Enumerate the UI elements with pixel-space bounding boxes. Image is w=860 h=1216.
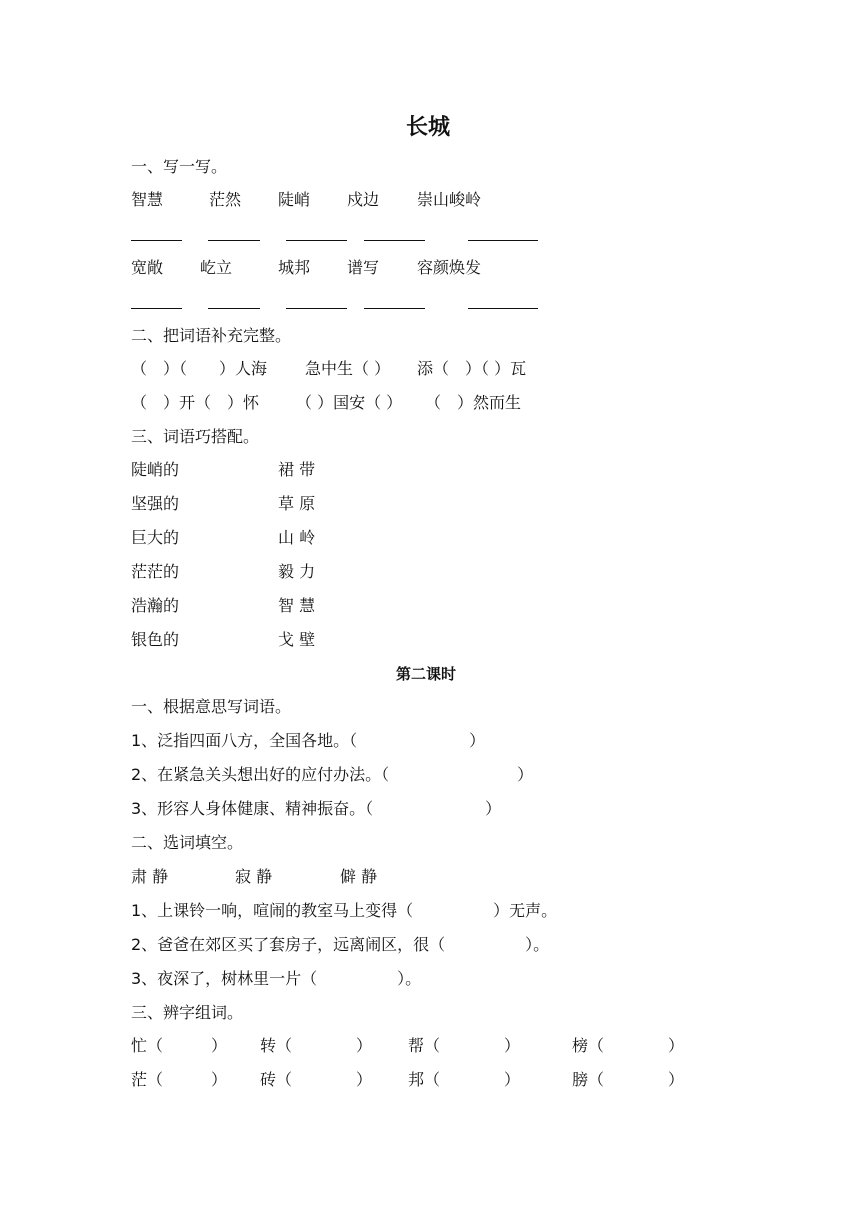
word-item: 城邦 (278, 258, 311, 277)
match-left-item[interactable]: 浩瀚的 (131, 596, 180, 615)
char-item[interactable]: 膀（ ） (572, 1070, 685, 1089)
word-option: 寂 静 (235, 867, 273, 886)
char-item[interactable]: 砖（ ） (260, 1070, 373, 1089)
question-item[interactable]: 3、形容人身体健康、精神振奋。（ ） (131, 799, 502, 818)
char-item[interactable]: 帮（ ） (408, 1036, 521, 1055)
char-item[interactable]: 茫（ ） (131, 1070, 228, 1089)
word-item: 容颜焕发 (417, 258, 482, 277)
word-item: 崇山峻岭 (417, 190, 482, 209)
match-right-item[interactable]: 裙 带 (278, 460, 316, 479)
answer-line[interactable] (468, 240, 538, 241)
question-item[interactable]: 1、上课铃一响，喧闹的教室马上变得（ ）无声。 (131, 901, 558, 920)
word-item: 茫然 (209, 190, 242, 209)
answer-line[interactable] (364, 240, 425, 241)
word-item: 陡峭 (278, 190, 311, 209)
section-heading: 二、把词语补充完整。 (131, 326, 292, 345)
answer-line[interactable] (131, 240, 182, 241)
word-item: 谱写 (347, 258, 380, 277)
match-left-item[interactable]: 巨大的 (131, 528, 180, 547)
fill-item[interactable]: 添（ ）（ ）瓦 (417, 359, 527, 378)
section-heading: 二、选词填空。 (131, 833, 244, 852)
answer-line[interactable] (468, 308, 538, 309)
page-title: 长城 (406, 115, 451, 140)
match-right-item[interactable]: 山 岭 (278, 528, 316, 547)
char-item[interactable]: 转（ ） (260, 1036, 373, 1055)
match-left-item[interactable]: 银色的 (131, 630, 180, 649)
word-item: 宽敞 (131, 258, 164, 277)
word-option: 肃 静 (131, 867, 169, 886)
match-left-item[interactable]: 陡峭的 (131, 460, 180, 479)
answer-line[interactable] (208, 308, 260, 309)
answer-line[interactable] (286, 308, 347, 309)
question-item[interactable]: 2、爸爸在郊区买了套房子，远离闹区，很（ ）。 (131, 935, 550, 954)
char-item[interactable]: 邦（ ） (408, 1070, 521, 1089)
match-right-item[interactable]: 戈 壁 (278, 630, 316, 649)
fill-item[interactable]: 急中生（ ） (305, 359, 391, 378)
match-right-item[interactable]: 智 慧 (278, 596, 316, 615)
fill-item[interactable]: （ ）然而生 (425, 393, 522, 412)
match-left-item[interactable]: 茫茫的 (131, 562, 180, 581)
answer-line[interactable] (208, 240, 260, 241)
question-item[interactable]: 1、泛指四面八方，全国各地。（ ） (131, 731, 486, 750)
char-item[interactable]: 忙（ ） (131, 1036, 228, 1055)
section-heading: 三、辨字组词。 (131, 1003, 244, 1022)
fill-item[interactable]: （ ）（ ）人海 (131, 359, 268, 378)
answer-line[interactable] (364, 308, 425, 309)
fill-item[interactable]: （ ）开（ ）怀 (131, 393, 260, 412)
answer-line[interactable] (131, 308, 182, 309)
question-item[interactable]: 2、在紧急关头想出好的应付办法。（ ） (131, 765, 534, 784)
word-item: 智慧 (131, 190, 164, 209)
section-heading: 三、词语巧搭配。 (131, 427, 260, 446)
fill-item[interactable]: （ ）国安（ ） (296, 393, 403, 412)
lesson-subtitle: 第二课时 (396, 665, 457, 683)
answer-line[interactable] (286, 240, 347, 241)
match-right-item[interactable]: 毅 力 (278, 562, 316, 581)
word-item: 屹立 (200, 258, 233, 277)
char-item[interactable]: 榜（ ） (572, 1036, 685, 1055)
section-heading: 一、根据意思写词语。 (131, 697, 292, 716)
word-item: 戍边 (347, 190, 380, 209)
word-option: 僻 静 (340, 867, 378, 886)
section-heading: 一、写一写。 (131, 157, 228, 176)
question-item[interactable]: 3、夜深了，树林里一片（ ）。 (131, 969, 422, 988)
match-left-item[interactable]: 坚强的 (131, 494, 180, 513)
match-right-item[interactable]: 草 原 (278, 494, 316, 513)
